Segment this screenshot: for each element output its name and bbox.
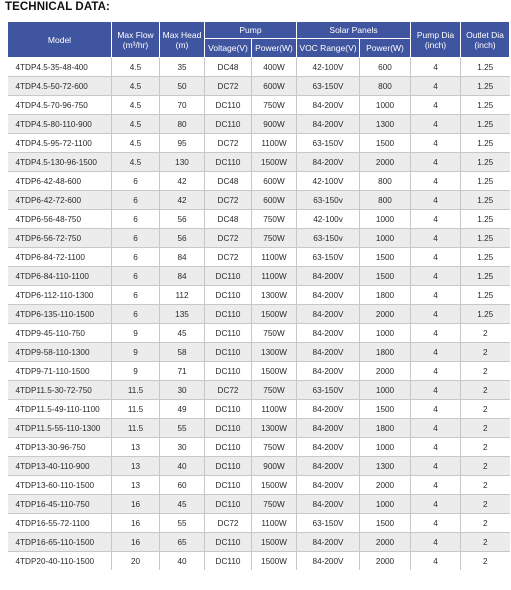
cell-voltage: DC110	[205, 438, 252, 457]
cell-voltage: DC72	[205, 191, 252, 210]
header-pump-label: Pump	[239, 25, 262, 35]
table-row	[8, 343, 510, 362]
table-row	[8, 438, 510, 457]
table-row	[8, 115, 510, 134]
cell-panel-power: 1800	[360, 343, 411, 362]
cell-max-head: 84	[160, 267, 205, 286]
cell-max-head: 95	[160, 134, 205, 153]
cell-voc-range: 84-200V	[297, 552, 360, 571]
cell-model: 4TDP4.5-95-72-1100	[8, 134, 112, 153]
header-max-flow-unit: (m³/hr)	[122, 39, 149, 50]
cell-max-flow: 4.5	[112, 153, 160, 172]
cell-voltage: DC110	[205, 115, 252, 134]
cell-outlet-dia: 2	[461, 476, 510, 495]
cell-voltage: DC72	[205, 381, 252, 400]
cell-pump-dia: 4	[411, 495, 461, 514]
cell-max-head: 56	[160, 210, 205, 229]
cell-panel-power: 800	[360, 172, 411, 191]
cell-pump-dia: 4	[411, 381, 461, 400]
cell-panel-power: 2000	[360, 533, 411, 552]
cell-outlet-dia: 2	[461, 419, 510, 438]
cell-pump-dia: 4	[411, 77, 461, 96]
cell-panel-power: 1500	[360, 267, 411, 286]
cell-model: 4TDP13-40-110-900	[8, 457, 112, 476]
cell-max-head: 70	[160, 96, 205, 115]
cell-max-flow: 20	[112, 552, 160, 571]
cell-model: 4TDP6-56-48-750	[8, 210, 112, 229]
table-row	[8, 172, 510, 191]
cell-pump-dia: 4	[411, 153, 461, 172]
cell-outlet-dia: 1.25	[461, 305, 510, 324]
cell-outlet-dia: 1.25	[461, 267, 510, 286]
header-max-head-label: Max Head	[162, 29, 202, 40]
cell-voltage: DC110	[205, 400, 252, 419]
cell-max-flow: 6	[112, 210, 160, 229]
cell-pump-power: 1500W	[252, 305, 297, 324]
cell-pump-dia: 4	[411, 286, 461, 305]
cell-panel-power: 1000	[360, 324, 411, 343]
header-pump-dia-unit: (inch)	[424, 39, 447, 50]
cell-pump-power: 1300W	[252, 419, 297, 438]
cell-max-flow: 13	[112, 476, 160, 495]
header-outlet-dia-label: Outlet Dia	[466, 29, 504, 40]
cell-voltage: DC72	[205, 514, 252, 533]
cell-voc-range: 63-150V	[297, 248, 360, 267]
cell-voltage: DC110	[205, 419, 252, 438]
cell-voc-range: 42-100V	[297, 172, 360, 191]
cell-panel-power: 1300	[360, 457, 411, 476]
cell-model: 4TDP6-112-110-1300	[8, 286, 112, 305]
cell-pump-dia: 4	[411, 305, 461, 324]
header-max-head-unit: (m)	[175, 39, 189, 50]
cell-outlet-dia: 2	[461, 381, 510, 400]
cell-voc-range: 84-200V	[297, 419, 360, 438]
cell-max-flow: 16	[112, 514, 160, 533]
cell-max-head: 56	[160, 229, 205, 248]
cell-voc-range: 63-150V	[297, 134, 360, 153]
table-row	[8, 229, 510, 248]
cell-voc-range: 84-200V	[297, 457, 360, 476]
cell-pump-dia: 4	[411, 58, 461, 77]
cell-model: 4TDP16-55-72-1100	[8, 514, 112, 533]
cell-model: 4TDP4.5-35-48-400	[8, 58, 112, 77]
cell-outlet-dia: 2	[461, 514, 510, 533]
cell-max-flow: 16	[112, 533, 160, 552]
table-row	[8, 419, 510, 438]
header-panel-power: Power(W)	[360, 39, 411, 58]
cell-max-head: 112	[160, 286, 205, 305]
cell-outlet-dia: 1.25	[461, 77, 510, 96]
cell-max-flow: 13	[112, 457, 160, 476]
cell-voltage: DC110	[205, 457, 252, 476]
cell-max-head: 60	[160, 476, 205, 495]
cell-pump-power: 750W	[252, 229, 297, 248]
cell-voc-range: 42-100V	[297, 58, 360, 77]
cell-max-flow: 6	[112, 286, 160, 305]
cell-max-head: 42	[160, 191, 205, 210]
cell-model: 4TDP6-84-110-1100	[8, 267, 112, 286]
cell-max-head: 30	[160, 438, 205, 457]
cell-panel-power: 1500	[360, 248, 411, 267]
cell-pump-dia: 4	[411, 248, 461, 267]
cell-panel-power: 2000	[360, 552, 411, 571]
table-row	[8, 552, 510, 571]
cell-outlet-dia: 1.25	[461, 115, 510, 134]
cell-pump-dia: 4	[411, 96, 461, 115]
cell-panel-power: 1000	[360, 96, 411, 115]
header-pump-power: Power(W)	[252, 39, 297, 58]
cell-panel-power: 1000	[360, 495, 411, 514]
cell-pump-dia: 4	[411, 172, 461, 191]
header-max-head	[160, 22, 205, 58]
header-pump-dia-label: Pump Dia	[416, 29, 455, 40]
cell-max-head: 45	[160, 495, 205, 514]
cell-max-flow: 11.5	[112, 419, 160, 438]
cell-model: 4TDP6-84-72-1100	[8, 248, 112, 267]
cell-voc-range: 63-150v	[297, 191, 360, 210]
cell-max-flow: 4.5	[112, 115, 160, 134]
cell-voc-range: 84-200V	[297, 96, 360, 115]
cell-panel-power: 1800	[360, 419, 411, 438]
cell-max-head: 45	[160, 324, 205, 343]
cell-pump-power: 1500W	[252, 362, 297, 381]
cell-max-flow: 16	[112, 495, 160, 514]
cell-voc-range: 84-200V	[297, 400, 360, 419]
cell-voc-range: 84-200V	[297, 305, 360, 324]
cell-pump-power: 1500W	[252, 476, 297, 495]
cell-pump-power: 600W	[252, 191, 297, 210]
cell-max-flow: 6	[112, 191, 160, 210]
table-header	[8, 22, 510, 58]
cell-pump-power: 1500W	[252, 533, 297, 552]
cell-pump-dia: 4	[411, 457, 461, 476]
cell-panel-power: 1000	[360, 229, 411, 248]
cell-max-flow: 4.5	[112, 77, 160, 96]
cell-panel-power: 1800	[360, 286, 411, 305]
cell-panel-power: 2000	[360, 153, 411, 172]
cell-pump-power: 1100W	[252, 134, 297, 153]
table-row	[8, 267, 510, 286]
cell-voltage: DC110	[205, 533, 252, 552]
cell-pump-dia: 4	[411, 191, 461, 210]
cell-max-head: 49	[160, 400, 205, 419]
cell-pump-power: 1100W	[252, 400, 297, 419]
cell-outlet-dia: 1.25	[461, 134, 510, 153]
cell-panel-power: 1300	[360, 115, 411, 134]
header-pump	[205, 22, 297, 39]
table-row	[8, 191, 510, 210]
table-row	[8, 514, 510, 533]
cell-pump-power: 750W	[252, 438, 297, 457]
cell-max-flow: 4.5	[112, 96, 160, 115]
table-row	[8, 248, 510, 267]
cell-max-flow: 4.5	[112, 58, 160, 77]
header-max-flow	[112, 22, 160, 58]
cell-pump-power: 750W	[252, 96, 297, 115]
cell-max-head: 71	[160, 362, 205, 381]
cell-max-flow: 6	[112, 305, 160, 324]
cell-model: 4TDP20-40-110-1500	[8, 552, 112, 571]
cell-max-flow: 9	[112, 324, 160, 343]
cell-voltage: DC72	[205, 134, 252, 153]
cell-panel-power: 1500	[360, 400, 411, 419]
table-row	[8, 324, 510, 343]
cell-voltage: DC72	[205, 248, 252, 267]
cell-outlet-dia: 2	[461, 533, 510, 552]
cell-pump-dia: 4	[411, 514, 461, 533]
header-pump-dia	[411, 22, 461, 58]
cell-pump-power: 750W	[252, 495, 297, 514]
table-row	[8, 210, 510, 229]
header-voc-range: VOC Range(V)	[297, 39, 360, 58]
cell-panel-power: 2000	[360, 476, 411, 495]
cell-model: 4TDP16-65-110-1500	[8, 533, 112, 552]
cell-voc-range: 84-200V	[297, 267, 360, 286]
cell-pump-dia: 4	[411, 533, 461, 552]
cell-outlet-dia: 1.25	[461, 210, 510, 229]
cell-panel-power: 2000	[360, 362, 411, 381]
cell-outlet-dia: 2	[461, 324, 510, 343]
cell-model: 4TDP4.5-50-72-600	[8, 77, 112, 96]
cell-model: 4TDP9-71-110-1500	[8, 362, 112, 381]
cell-pump-dia: 4	[411, 438, 461, 457]
cell-model: 4TDP11.5-30-72-750	[8, 381, 112, 400]
cell-pump-power: 750W	[252, 324, 297, 343]
cell-pump-dia: 4	[411, 362, 461, 381]
table-row	[8, 362, 510, 381]
cell-voltage: DC110	[205, 286, 252, 305]
cell-model: 4TDP6-135-110-1500	[8, 305, 112, 324]
cell-max-flow: 6	[112, 248, 160, 267]
cell-max-flow: 6	[112, 267, 160, 286]
cell-voltage: DC110	[205, 476, 252, 495]
cell-voc-range: 84-200V	[297, 362, 360, 381]
table-row	[8, 153, 510, 172]
cell-model: 4TDP13-60-110-1500	[8, 476, 112, 495]
cell-panel-power: 1500	[360, 514, 411, 533]
cell-max-head: 30	[160, 381, 205, 400]
cell-voltage: DC72	[205, 77, 252, 96]
header-solar-panels-label: Solar Panels	[329, 25, 378, 35]
cell-pump-power: 1500W	[252, 153, 297, 172]
cell-outlet-dia: 1.25	[461, 248, 510, 267]
cell-voc-range: 84-200V	[297, 343, 360, 362]
cell-pump-dia: 4	[411, 134, 461, 153]
cell-pump-power: 1100W	[252, 514, 297, 533]
cell-max-flow: 4.5	[112, 134, 160, 153]
cell-model: 4TDP6-42-72-600	[8, 191, 112, 210]
cell-max-flow: 9	[112, 343, 160, 362]
table-row	[8, 305, 510, 324]
cell-voc-range: 84-200V	[297, 115, 360, 134]
cell-pump-power: 600W	[252, 172, 297, 191]
cell-max-head: 40	[160, 552, 205, 571]
cell-pump-power: 1100W	[252, 248, 297, 267]
table-row	[8, 476, 510, 495]
cell-voc-range: 63-150V	[297, 381, 360, 400]
table-row	[8, 58, 510, 77]
cell-outlet-dia: 2	[461, 457, 510, 476]
cell-max-flow: 9	[112, 362, 160, 381]
cell-model: 4TDP11.5-49-110-1100	[8, 400, 112, 419]
cell-max-head: 80	[160, 115, 205, 134]
cell-max-flow: 13	[112, 438, 160, 457]
cell-outlet-dia: 1.25	[461, 153, 510, 172]
cell-pump-power: 900W	[252, 457, 297, 476]
table-row	[8, 533, 510, 552]
cell-voc-range: 84-200V	[297, 438, 360, 457]
header-solar-panels	[297, 22, 411, 39]
cell-max-head: 50	[160, 77, 205, 96]
cell-max-flow: 11.5	[112, 400, 160, 419]
table-row	[8, 134, 510, 153]
cell-panel-power: 1000	[360, 438, 411, 457]
cell-max-head: 35	[160, 58, 205, 77]
cell-model: 4TDP4.5-130-96-1500	[8, 153, 112, 172]
header-voltage: Voltage(V)	[205, 39, 252, 58]
cell-pump-power: 1300W	[252, 286, 297, 305]
cell-voltage: DC72	[205, 229, 252, 248]
cell-model: 4TDP6-56-72-750	[8, 229, 112, 248]
cell-model: 4TDP16-45-110-750	[8, 495, 112, 514]
cell-voc-range: 84-200V	[297, 533, 360, 552]
cell-max-head: 65	[160, 533, 205, 552]
cell-outlet-dia: 2	[461, 438, 510, 457]
cell-voc-range: 84-200V	[297, 495, 360, 514]
cell-model: 4TDP13-30-96-750	[8, 438, 112, 457]
cell-model: 4TDP9-45-110-750	[8, 324, 112, 343]
cell-voltage: DC110	[205, 305, 252, 324]
cell-outlet-dia: 2	[461, 495, 510, 514]
cell-pump-power: 400W	[252, 58, 297, 77]
cell-pump-power: 1500W	[252, 552, 297, 571]
cell-max-head: 55	[160, 419, 205, 438]
cell-voltage: DC110	[205, 495, 252, 514]
table-row	[8, 286, 510, 305]
cell-outlet-dia: 2	[461, 362, 510, 381]
cell-panel-power: 1000	[360, 381, 411, 400]
header-outlet-dia	[461, 22, 510, 58]
cell-model: 4TDP4.5-70-96-750	[8, 96, 112, 115]
page-title: TECHNICAL DATA:	[5, 1, 110, 13]
header-max-flow-label: Max Flow	[117, 29, 154, 40]
cell-voltage: DC48	[205, 58, 252, 77]
table-row	[8, 77, 510, 96]
cell-voltage: DC110	[205, 343, 252, 362]
header-outlet-dia-unit: (inch)	[474, 39, 496, 50]
cell-max-flow: 11.5	[112, 381, 160, 400]
cell-voltage: DC110	[205, 96, 252, 115]
cell-pump-power: 1100W	[252, 267, 297, 286]
cell-pump-dia: 4	[411, 324, 461, 343]
cell-pump-dia: 4	[411, 343, 461, 362]
cell-pump-power: 1300W	[252, 343, 297, 362]
header-model-label: Model	[47, 34, 72, 45]
cell-outlet-dia: 1.25	[461, 229, 510, 248]
cell-model: 4TDP9-58-110-1300	[8, 343, 112, 362]
table-body	[8, 58, 510, 571]
cell-pump-dia: 4	[411, 552, 461, 571]
cell-max-flow: 6	[112, 172, 160, 191]
cell-outlet-dia: 2	[461, 552, 510, 571]
cell-voc-range: 63-150V	[297, 514, 360, 533]
cell-pump-power: 900W	[252, 115, 297, 134]
cell-outlet-dia: 1.25	[461, 286, 510, 305]
cell-voltage: DC48	[205, 210, 252, 229]
cell-max-head: 42	[160, 172, 205, 191]
cell-pump-power: 750W	[252, 210, 297, 229]
cell-pump-dia: 4	[411, 229, 461, 248]
cell-voc-range: 63-150v	[297, 229, 360, 248]
cell-model: 4TDP4.5-80-110-900	[8, 115, 112, 134]
cell-panel-power: 800	[360, 191, 411, 210]
cell-voltage: DC110	[205, 324, 252, 343]
cell-outlet-dia: 1.25	[461, 58, 510, 77]
table-row	[8, 457, 510, 476]
technical-data-table	[7, 21, 510, 570]
cell-voc-range: 84-200V	[297, 324, 360, 343]
cell-voltage: DC110	[205, 552, 252, 571]
cell-pump-dia: 4	[411, 476, 461, 495]
cell-voltage: DC110	[205, 153, 252, 172]
cell-outlet-dia: 2	[461, 343, 510, 362]
header-model	[8, 22, 112, 58]
cell-panel-power: 800	[360, 77, 411, 96]
cell-voc-range: 84-200V	[297, 476, 360, 495]
table-row	[8, 495, 510, 514]
cell-outlet-dia: 1.25	[461, 172, 510, 191]
cell-max-head: 135	[160, 305, 205, 324]
cell-max-flow: 6	[112, 229, 160, 248]
cell-pump-dia: 4	[411, 267, 461, 286]
cell-voltage: DC48	[205, 172, 252, 191]
cell-pump-dia: 4	[411, 115, 461, 134]
cell-voltage: DC110	[205, 362, 252, 381]
cell-pump-power: 600W	[252, 77, 297, 96]
cell-max-head: 84	[160, 248, 205, 267]
cell-outlet-dia: 2	[461, 400, 510, 419]
cell-panel-power: 2000	[360, 305, 411, 324]
cell-pump-power: 750W	[252, 381, 297, 400]
cell-outlet-dia: 1.25	[461, 191, 510, 210]
cell-pump-dia: 4	[411, 419, 461, 438]
cell-max-head: 58	[160, 343, 205, 362]
cell-voc-range: 63-150V	[297, 77, 360, 96]
cell-voc-range: 42-100v	[297, 210, 360, 229]
cell-pump-dia: 4	[411, 210, 461, 229]
cell-max-head: 55	[160, 514, 205, 533]
cell-voltage: DC110	[205, 267, 252, 286]
cell-panel-power: 1000	[360, 210, 411, 229]
cell-max-head: 40	[160, 457, 205, 476]
table-row	[8, 400, 510, 419]
cell-max-head: 130	[160, 153, 205, 172]
cell-panel-power: 1500	[360, 134, 411, 153]
cell-panel-power: 600	[360, 58, 411, 77]
cell-model: 4TDP11.5-55-110-1300	[8, 419, 112, 438]
cell-outlet-dia: 1.25	[461, 96, 510, 115]
cell-model: 4TDP6-42-48-600	[8, 172, 112, 191]
cell-voc-range: 84-200V	[297, 286, 360, 305]
table-row	[8, 96, 510, 115]
cell-pump-dia: 4	[411, 400, 461, 419]
table-row	[8, 381, 510, 400]
cell-voc-range: 84-200V	[297, 153, 360, 172]
